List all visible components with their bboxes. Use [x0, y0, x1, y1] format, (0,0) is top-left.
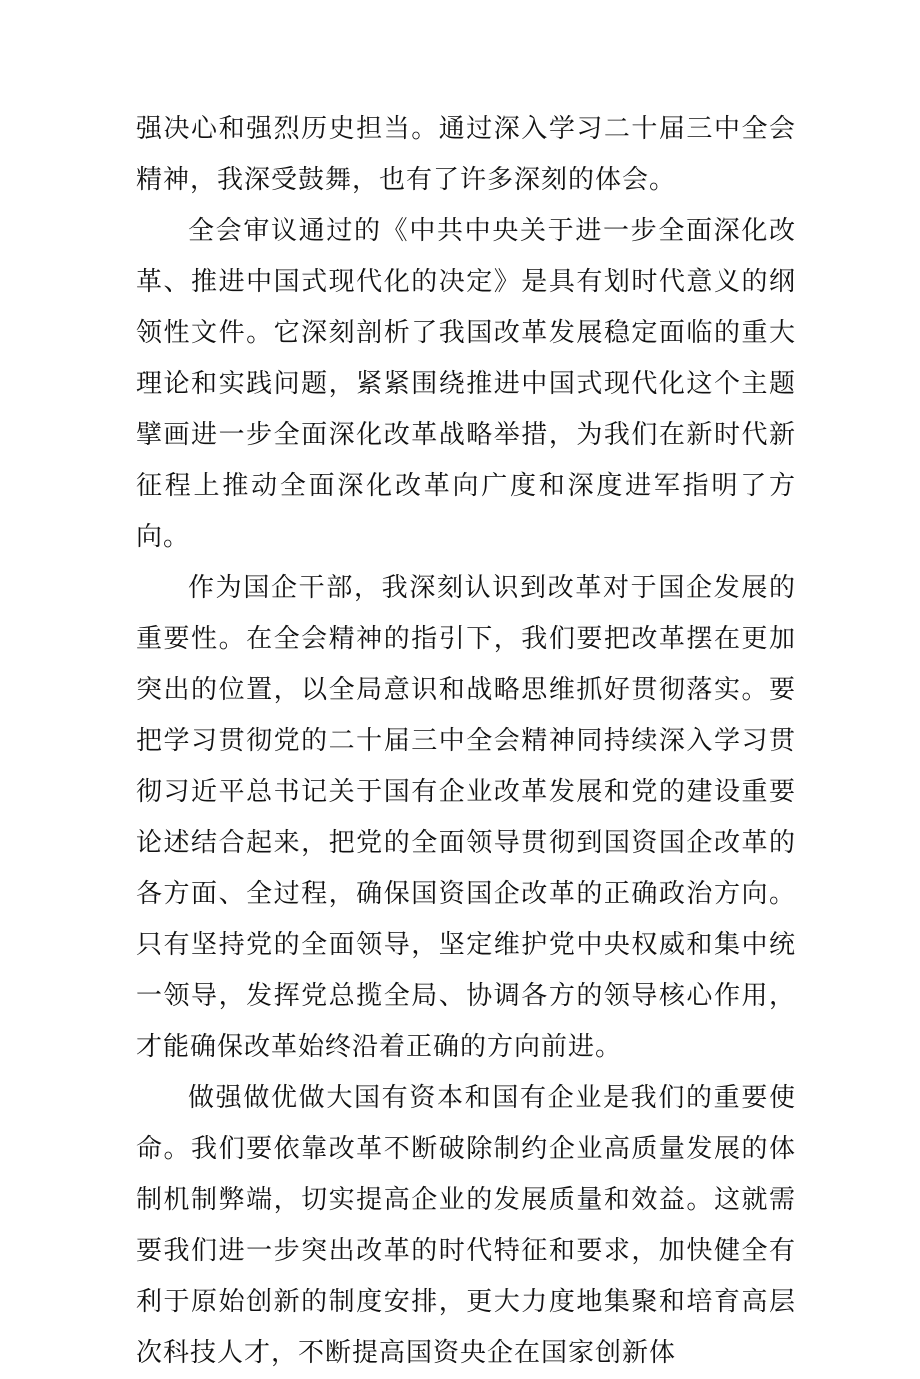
paragraph-3: 作为国企干部，我深刻认识到改革对于国企发展的重要性。在全会精神的指引下，我们要把改革摆在更加突出的位置，以全局意识和战略思维抓好贯彻落实。要把学习贯彻党的二十届三中全会精神同持续深入学习贯彻习近平总书记关于国有企业改革发展和党的建设重要论述结合起来，把党的全面领导贯彻到国资国企改革的各方面、全过程，确保国资国企改革的正确政治方向。只有坚持党的全面领导，坚定维护党中央权威和集中统一领导，发挥党总揽全局、协调各方的领导核心作用，才能确保改革始终沿着正确的方向前进。 — [136, 573, 796, 1062]
document-body — [136, 104, 796, 1379]
paragraph-1: 强决心和强烈历史担当。通过深入学习二十届三中全会精神，我深受鼓舞，也有了许多深刻的体会。 — [136, 114, 796, 195]
paragraph-4: 做强做优做大国有资本和国有企业是我们的重要使命。我们要依靠改革不断破除制约企业高质量发展的体制机制弊端，切实提高企业的发展质量和效益。这就需要我们进一步突出改革的时代特征和要求，加快健全有利于原始创新的制度安排，更大力度地集聚和培育高层次科技人才，不断提高国资央企在国家创新体 — [136, 1083, 796, 1368]
paragraph-2: 全会审议通过的《中共中央关于进一步全面深化改革、推进中国式现代化的决定》是具有划时代意义的纲领性文件。它深刻剖析了我国改革发展稳定面临的重大理论和实践问题，紧紧围绕推进中国式现代化这个主题擘画进一步全面深化改革战略举措，为我们在新时代新征程上推动全面深化改革向广度和深度进军指明了方向。 — [136, 216, 796, 552]
